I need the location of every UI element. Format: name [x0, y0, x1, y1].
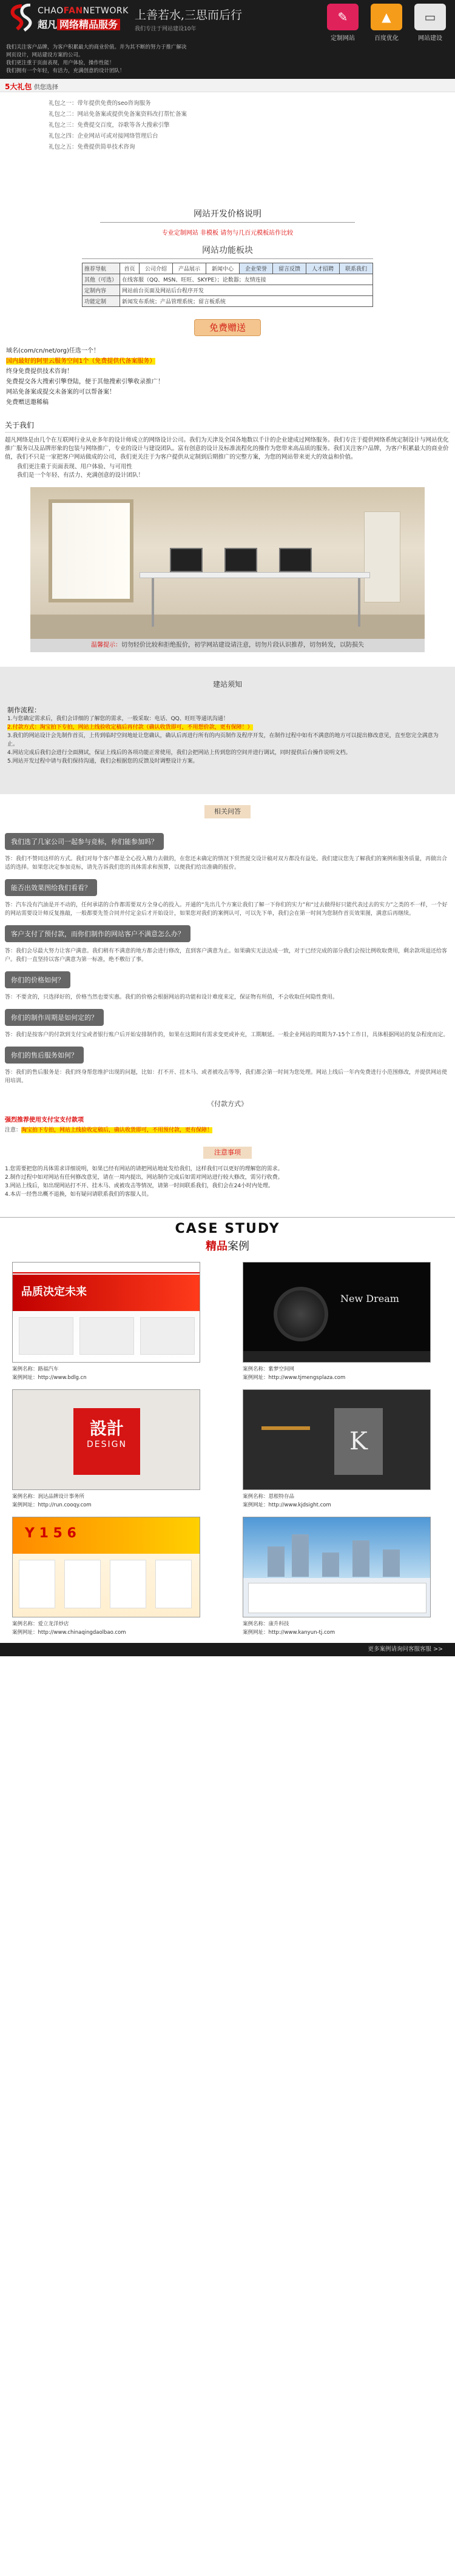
faq-question[interactable]: 你们的制作周期是如何定的？ — [5, 1009, 104, 1026]
caption-text: 切勿轻价比较和拒绝报价，初学网站建设请注意，切勿片段认识推荐，切勿转发，以防损失 — [121, 642, 364, 649]
table-row — [83, 285, 373, 296]
more-cases-link[interactable]: 更多案例请询问客服客服 >> — [0, 1643, 455, 1656]
logo-icon — [6, 4, 38, 32]
faq-answer: 答：汽车没有汽油是开不动的，任何承诺的合作都需要双方全身心的投入。开通的“先出几个方案让我们了解一下你们的实力”和“过去做得好只能代表过去的实力”之类的不一样，一个好的网站需要设计师反复推敲，一般都要先签合同并付定金后才开始设计，如果您对我们的案例认可，可以先下单，我们会在第一时间为您制作首页效果图，满意后再继续。 — [5, 902, 448, 917]
monitor-icon: ▭ — [414, 4, 446, 30]
notice-step: 3.我们的网站设计会先制作首页，上传到临时空间地址让您确认，确认后再进行所有的内页制作及程序开发，在制作过程中如有不满意的地方可以提出修改意见，直至您完全满意为止。 — [7, 733, 439, 747]
gift-item: 礼包之二：网站免备案或提供免备案资料改打帮忙备案 — [49, 111, 187, 118]
case-thumbnail[interactable] — [12, 1389, 200, 1490]
faq-answer: 答：我们的售后服务是：我们终身帮您维护出现的问题，比如：打不开、挂木马、或者被攻击等等，我们都会第一时间为您处理。网站上线后一年内免费进行小范围修改，并提供网站使用培训。 — [5, 1070, 448, 1084]
case-name: 案例名称：润达品牌设计事务所 — [12, 1494, 85, 1500]
intro-line: 我们关注客户品牌，为客户积累最大的商业价值。并为其不断的努力于推广解决 — [6, 44, 187, 50]
table-row — [83, 296, 373, 307]
case-thumbnail[interactable] — [243, 1517, 431, 1617]
case-name: 案例名称：路福汽车 — [12, 1366, 59, 1372]
faq-question[interactable]: 我们选了几家公司一起参与竞标，你们能参加吗？ — [5, 833, 164, 850]
service-icons — [325, 4, 448, 42]
free-item: 终身免费提供技术咨询！ — [6, 368, 73, 375]
case-thumb-text: K — [334, 1408, 383, 1475]
notice-step-highlight — [7, 723, 448, 732]
office-photo — [30, 487, 425, 639]
about-section — [0, 420, 455, 480]
notice-title: 建站须知 — [212, 680, 242, 689]
attention-item: 1.您需要把您的具体需求详细说明，如果已经有网站的请把网站地址发给我们，这样我们可以更好的理解您的需求。 — [5, 1166, 283, 1172]
attention-item: 2.制作过程中如对网站有任何修改意见，请在一周内提出，网站制作完成后如需对网站进行较大修改，需另行收费。 — [5, 1175, 283, 1181]
nav-cell: 新闻中心 — [206, 263, 239, 274]
logo-en-red: FAN — [63, 6, 83, 16]
service-label: 定制网站 — [331, 35, 355, 42]
slogan-sub: 我们专注于网站建设10年 — [135, 26, 197, 32]
faq-answer: 答：我们不赞同这样的方式。我们对每个客户都是全心投入精力去做的，在您还未确定的情况下贸然提交设计稿对双方都没有益处。我们建议您先了解我们的案例和服务质量，再做出合适的选择。如果您决定参加竞标，请先告诉我们您的具体需求和预算，以便我们给出准确的报价。 — [5, 856, 448, 871]
free-item: 域名(com/cn/net/org)任选一个！ — [6, 348, 99, 354]
nav-cell: 人才招聘 — [306, 263, 339, 274]
gift-list — [0, 92, 455, 201]
notice-footer: 5.网站开发过程中请与我们保持沟通，我们会根据您的反馈及时调整设计方案。 — [7, 758, 198, 764]
notice-heading: 制作流程： — [7, 706, 41, 714]
intro-line: 我们更注重于页面表现，用户体验，操作性能！ — [6, 60, 115, 66]
case-card[interactable] — [12, 1389, 200, 1508]
case-thumbnail[interactable] — [12, 1517, 200, 1617]
case-title-en: CASE STUDY — [175, 1221, 280, 1236]
case-card[interactable] — [12, 1262, 200, 1381]
payment-note-highlight: 淘宝拍下专拍，网站上线验收定稿后，确认收货即可，不用预付款，更有保障！ — [21, 1127, 213, 1133]
logo-en-suffix: NETWORK — [83, 6, 129, 16]
case-thumb-text: 設計 — [89, 1418, 124, 1438]
nav-cell: 公司介绍 — [139, 263, 172, 274]
payment-note-prefix: 注意： — [5, 1127, 22, 1133]
faq-question[interactable]: 你们的价格如何？ — [5, 971, 70, 988]
nav-cell: 产品展示 — [172, 263, 206, 274]
case-title-rest: 案例 — [228, 1240, 249, 1253]
faq-answer: 答：不要贪的，只选择好的，价格当然也要实惠。我们的价格会根据网站的功能和设计难度来定，保证物有所值，不会收取任何隐性费用。 — [5, 994, 339, 1000]
logo-cn: 超凡 — [38, 19, 58, 30]
free-item-highlight — [6, 356, 455, 366]
case-name: 案例名称：紫梦空间网 — [243, 1366, 295, 1372]
free-item: 网站免备案或提交未备案的可以帮备案！ — [6, 389, 115, 396]
row-head: 推荐导航 — [83, 263, 120, 274]
case-url[interactable]: 案例网址：http://www.bdlg.cn — [12, 1375, 87, 1381]
case-thumbnail[interactable] — [243, 1262, 431, 1363]
row-text: 新闻发布系统；产品管理系统；留言板系统 — [120, 296, 373, 307]
payment-red: 强烈推荐使用支付宝支付款项 — [5, 1117, 84, 1124]
row-text: 网站前台页面及网站后台程序开发 — [120, 285, 373, 296]
free-list — [6, 346, 455, 408]
case-url[interactable]: 案例网址：http://www.kanyun-tj.com — [243, 1630, 335, 1636]
row-text: 在线客服（QQ、MSN、旺旺、SKYPE）；论数器；友情连接 — [120, 274, 373, 285]
case-thumb-text: Y 1 5 6 — [25, 1526, 76, 1541]
table-row — [83, 274, 373, 285]
row-head: 定制内容 — [83, 285, 120, 296]
case-thumb-text: DESIGN — [87, 1440, 127, 1449]
faq-title: 相关问答 — [204, 805, 251, 818]
nav-cell: 联系我们 — [339, 263, 372, 274]
case-section — [0, 1256, 455, 1636]
module-table-title: 网站功能板块 — [82, 244, 373, 259]
gift-title-rest: 供您选择 — [33, 84, 58, 91]
service-label: 网站建设 — [418, 35, 442, 42]
slogan-main: 上善若水,三思而后行 — [135, 8, 243, 22]
nav-cell: 企业荣誉 — [239, 263, 272, 274]
case-card[interactable] — [243, 1389, 431, 1508]
case-url[interactable]: 案例网址：http://www.tjmengsplaza.com — [243, 1375, 346, 1381]
notice-step: 4.网站完成后我们会进行全面测试，保证上线后的各项功能正常使用，我们会把网站上传到您的空间并进行调试，同时提供后台操作说明文档。 — [7, 750, 351, 756]
faq-question[interactable]: 你们的售后服务如何？ — [5, 1047, 84, 1064]
notice-step: 1.与您确定需求后，我们会详细的了解您的需求，一般采取：电话、QQ、旺旺等通讯沟通！ — [7, 716, 229, 722]
about-title: 关于我们 — [5, 420, 450, 433]
about-caption — [30, 639, 425, 652]
module-table-block — [82, 244, 373, 307]
attention-section — [0, 1165, 455, 1199]
gift-item: 礼包之五：免费提供简单技术咨询 — [49, 144, 135, 150]
case-thumb-text: 品质决定未来 — [21, 1286, 87, 1298]
gift-item: 礼包之一：带年提供免费的seo咨询服务 — [49, 100, 151, 107]
case-card[interactable] — [243, 1262, 431, 1381]
case-thumb-text: New Dream — [340, 1293, 399, 1304]
payment-note — [5, 1125, 455, 1133]
service-site-build[interactable] — [413, 4, 448, 42]
chart-icon: ▲ — [371, 4, 402, 30]
case-grid — [12, 1262, 443, 1636]
table-row — [83, 263, 373, 274]
service-label: 百度优化 — [374, 35, 399, 42]
intro-line: 网页设计，网站建设方案的公司。 — [6, 52, 84, 58]
module-table — [82, 263, 373, 307]
faq-answer: 答：我们会尽最大努力让客户满意。我们稍有不满意的地方都会进行修改，直到客户满意为止。如果确实无法达成一致，对于已经完成的部分我们会按比例收取费用，剩余款项退还给客户。我们一直坚持以客户满意为第一标准，绝不敷衍了事。 — [5, 948, 448, 963]
gift-item: 礼包之四：企业网站可或对接网络管理后台 — [49, 133, 158, 140]
about-para: 超凡网络是由几个在互联网行业从业多年的设计师成立的网络设计公司。我们为天津及全国各地数以千计的企业建成过网络服务。我们专注于提供网络系统定制设计与网站优化推广服务以及品牌形象的包装与网络推广，专业的设计与建设团队。富有创意的设计及标准流程化的操作为您带来高品质的服务。我们关注客户品牌，为客户积累最大的商业价值，我们不只是一家把客户网站做成的公司，我们更关注于为客户提供从定制到后期推广的完整方案，为您的网站带来更大的效益和价值。 — [5, 437, 449, 460]
case-title-cn — [0, 1238, 455, 1253]
case-url[interactable]: 案例网址：http://www.chinaqingdaolbao.com — [12, 1630, 126, 1636]
logo-cn-box: 网络精品服务 — [57, 19, 120, 30]
gift-item: 礼包之三：免费提交百度，谷歌等各大搜索引擎 — [49, 122, 170, 129]
pricing-title: 网站开发价格说明 — [100, 207, 355, 223]
free-item: 免费提交各大搜索引擎登陆，便于其他搜索引擎收录推广！ — [6, 379, 164, 385]
faq-answer: 答：我们是按客户的付款到支付宝或者银行账户后开始安排制作的，如果在这期间有需求变更或补充，工期顺延。一般企业网站的周期为7-15个工作日，具体根据网站的复杂程度而定。 — [5, 1032, 449, 1038]
attention-item: 4.本店一经售出概不退换，如有疑问请联系我们的客服人员。 — [5, 1192, 152, 1198]
case-name: 案例名称：恩根特存品 — [243, 1494, 295, 1500]
pencil-icon: ✎ — [327, 4, 359, 30]
site-header — [0, 0, 455, 79]
case-card[interactable] — [243, 1517, 431, 1636]
gift-bar — [0, 79, 455, 92]
attention-item: 3.网站上线后，如出现网站打不开、挂木马、或被攻击等情况，请第一时间联系我们，我们会在24小时内处理。 — [5, 1183, 274, 1189]
logo-text — [38, 6, 129, 31]
intro-line: 我们拥有一个年轻，有活力，充满创意的设计团队！ — [6, 68, 125, 74]
gift-title: 5大礼包 — [5, 83, 32, 91]
header-intro — [6, 44, 188, 75]
caption-red: 温馨提示： — [91, 642, 121, 649]
nav-cell: 首页 — [120, 263, 140, 274]
faq-question[interactable]: 能否出效果图给我们看看？ — [5, 879, 97, 896]
attention-title: 注意事项 — [203, 1147, 252, 1159]
service-custom-site[interactable] — [325, 4, 360, 42]
service-baidu-seo[interactable] — [369, 4, 404, 42]
free-item-text: 国内最好的阿里云服务空间1个（免费提供代备案服务） — [6, 358, 156, 365]
faq-section — [0, 826, 455, 1085]
pricing-note: 专业定制网站 非模板 请勿与几百元模板站作比较 — [161, 230, 294, 237]
logo-en-prefix: CHAO — [38, 6, 64, 16]
free-item: 免费赠送邀稀稿 — [6, 399, 49, 406]
notice-section — [0, 667, 455, 794]
row-head: 功能定制 — [83, 296, 120, 307]
case-url[interactable]: 案例网址：http://run.cooqy.com — [12, 1502, 92, 1508]
case-thumbnail[interactable] — [243, 1389, 431, 1490]
case-name: 案例名称：爱立龙洋炒店 — [12, 1621, 69, 1627]
case-thumbnail[interactable] — [12, 1262, 200, 1363]
free-gift-button[interactable]: 免费赠送 — [194, 319, 261, 336]
about-para: 我们是一个年轻、有活力、充满创意的设计团队！ — [17, 472, 144, 479]
case-card[interactable] — [12, 1517, 200, 1636]
row-head: 其他（可选） — [83, 274, 120, 285]
slogan — [135, 6, 242, 32]
notice-step-text: 2.付款方式：淘宝拍下专拍，网站上线验收定稿后再付款（确认收货即可，不用想价款，更有保障！） — [7, 724, 253, 730]
nav-cell: 留言反馈 — [272, 263, 306, 274]
payment-title: 《付款方式》 — [207, 1100, 248, 1108]
about-para: 我们更注重于页面表现、用户体验、与可用性 — [17, 464, 133, 470]
case-url[interactable]: 案例网址：http://www.kjdsight.com — [243, 1502, 331, 1508]
case-name: 案例名称：康升科技 — [243, 1621, 289, 1627]
case-header — [0, 1217, 455, 1256]
faq-question[interactable]: 客户支付了预付款，而你们制作的网站客户不满意怎么办？ — [5, 925, 190, 942]
case-title-red: 精品 — [206, 1240, 228, 1253]
